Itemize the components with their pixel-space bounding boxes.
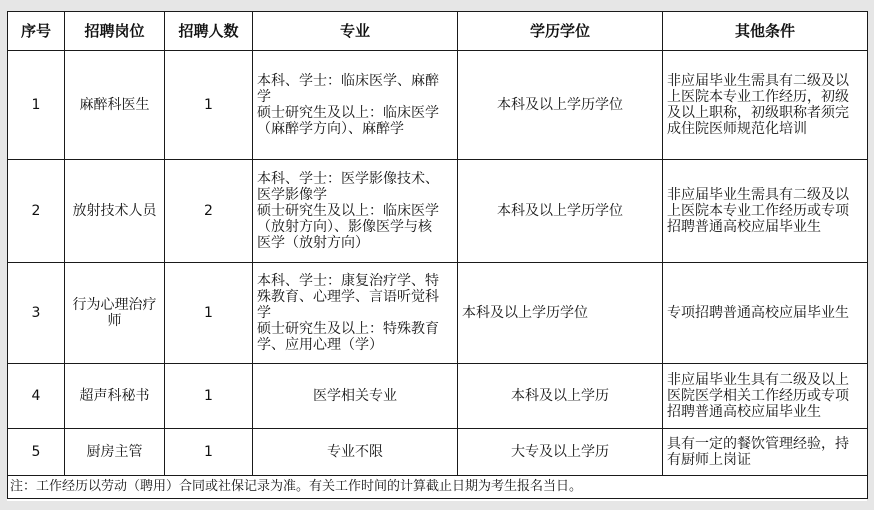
major-line: 硕士研究生及以上：临床医学 [257,105,439,121]
cell-no: 4 [8,364,65,429]
major-line: 学、应用心理（学） [257,337,383,353]
header-post: 招聘岗位 [65,12,165,51]
conditions-line: 非应届毕业生需具有二级及以 [667,73,849,89]
cell-conditions [663,160,868,263]
conditions-line: 成住院医师规范化培训 [667,121,807,137]
table-row [8,160,868,263]
cell-degree: 本科及以上学历学位 [458,263,663,364]
major-line: 本科、学士：康复治疗学、特 [257,273,439,289]
major-line: （麻醉学方向）、麻醉学 [257,121,404,137]
major-line: 学 [257,89,271,105]
cell-no: 5 [8,429,65,476]
cell-major [253,51,458,160]
footnote: 注：工作经历以劳动（聘用）合同或社保记录为准。有关工作时间的计算截止日期为考生报名当日。 [8,476,868,499]
cell-conditions [663,263,868,364]
cell-count: 2 [165,160,253,263]
major-line: 医学（放射方向） [257,235,369,251]
cell-no: 2 [8,160,65,263]
cell-count: 1 [165,51,253,160]
note-row [8,476,868,499]
header-major: 专业 [253,12,458,51]
conditions-line: 专项招聘普通高校应届毕业生 [667,305,849,321]
cell-degree: 大专及以上学历 [458,429,663,476]
cell-post: 放射技术人员 [65,160,165,263]
table-row [8,263,868,364]
major-line: 本科、学士：临床医学、麻醉 [257,73,439,89]
conditions-line: 上医院本专业工作经历，初级 [667,89,849,105]
major-line: 殊教育、心理学、言语听觉科 [257,289,439,305]
major-line: 医学影像学 [257,187,327,203]
header-no: 序号 [8,12,65,51]
cell-conditions [663,429,868,476]
cell-post: 麻醉科医生 [65,51,165,160]
cell-count: 1 [165,429,253,476]
table-row [8,429,868,476]
conditions-line: 非应届毕业生需具有二级及以 [667,187,849,203]
conditions-line: 有厨师上岗证 [667,452,751,468]
header-degree: 学历学位 [458,12,663,51]
cell-major [253,160,458,263]
cell-post: 行为心理治疗师 [65,263,165,364]
cell-count: 1 [165,364,253,429]
major-line: （放射方向）、影像医学与核 [257,219,432,235]
cell-major [253,364,458,429]
cell-no: 1 [8,51,65,160]
conditions-line: 招聘普通高校应届毕业生 [667,219,821,235]
cell-degree: 本科及以上学历学位 [458,51,663,160]
conditions-line: 及以上职称，初级职称者须完 [667,105,849,121]
cell-degree: 本科及以上学历 [458,364,663,429]
cell-major [253,429,458,476]
major-line: 学 [257,305,271,321]
major-line: 硕士研究生及以上：临床医学 [257,203,439,219]
cell-conditions [663,51,868,160]
header-row [8,12,868,51]
conditions-line: 医院医学相关工作经历或专项 [667,388,849,404]
major-line: 医学相关专业 [313,388,397,404]
conditions-line: 具有一定的餐饮管理经验，持 [667,436,849,452]
cell-major [253,263,458,364]
header-conditions: 其他条件 [663,12,868,51]
header-count: 招聘人数 [165,12,253,51]
major-line: 硕士研究生及以上：特殊教育 [257,321,439,337]
cell-degree: 本科及以上学历学位 [458,160,663,263]
cell-post: 超声科秘书 [65,364,165,429]
major-line: 专业不限 [327,444,383,460]
major-line: 本科、学士：医学影像技术、 [257,171,439,187]
conditions-line: 非应届毕业生具有二级及以上 [667,372,849,388]
conditions-line: 招聘普通高校应届毕业生 [667,404,821,420]
cell-count: 1 [165,263,253,364]
recruitment-table [7,11,868,499]
conditions-line: 上医院本专业工作经历或专项 [667,203,849,219]
cell-no: 3 [8,263,65,364]
recruitment-table-sheet [7,11,867,501]
cell-conditions [663,364,868,429]
table-row [8,364,868,429]
table-row [8,51,868,160]
cell-post: 厨房主管 [65,429,165,476]
